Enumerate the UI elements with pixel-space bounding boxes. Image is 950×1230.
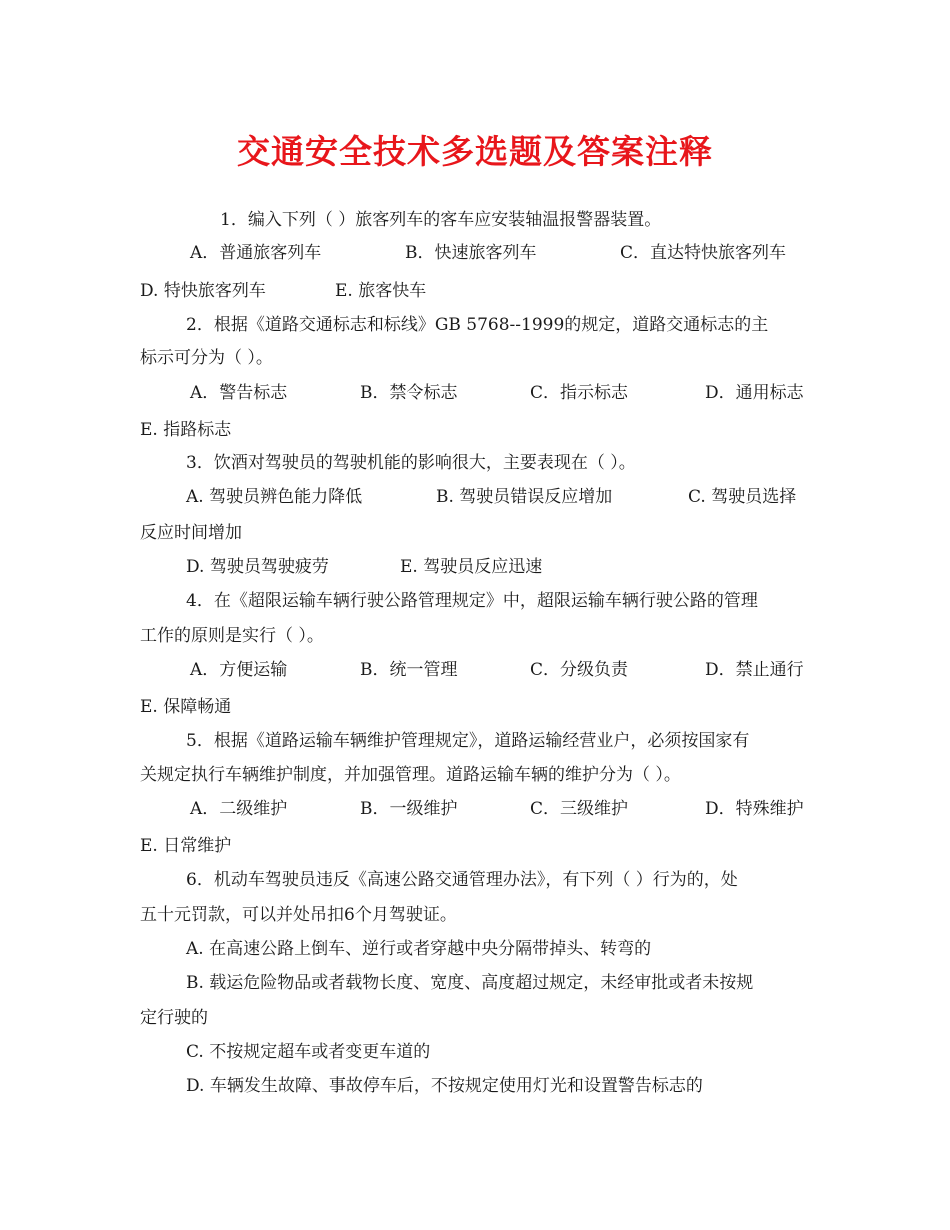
q2-option-d: D．通用标志 [705, 383, 804, 403]
q2-option-c: C．指示标志 [530, 383, 629, 403]
q1-option-d: D. 特快旅客列车 [140, 281, 266, 301]
q1-option-e: E. 旅客快车 [335, 281, 427, 301]
q4-option-a: A．方便运输 [190, 660, 288, 680]
q4-option-b: B．统一管理 [360, 660, 458, 680]
q3-option-e: E. 驾驶员反应迅速 [400, 557, 543, 577]
q6-option-b-cont: 定行驶的 [140, 1008, 208, 1028]
page-title: 交通安全技术多选题及答案注释 [237, 132, 713, 171]
q1-option-c: C．直达特快旅客列车 [620, 243, 787, 263]
q2-option-b: B．禁令标志 [360, 383, 458, 403]
question-4-stem-cont: 工作的原则是实行（ ）。 [140, 626, 324, 646]
q6-option-d: D. 车辆发生故障、事故停车后，不按规定使用灯光和设置警告标志的 [186, 1076, 703, 1096]
question-5-stem-cont: 关规定执行车辆维护制度，并加强管理。道路运输车辆的维护分为（ ）。 [140, 765, 681, 785]
q3-option-d: D. 驾驶员驾驶疲劳 [186, 557, 329, 577]
q2-option-a: A．警告标志 [190, 383, 288, 403]
q4-option-e: E. 保障畅通 [140, 697, 232, 717]
q5-option-a: A．二级维护 [190, 799, 288, 819]
question-4-stem: 4．在《超限运输车辆行驶公路管理规定》中，超限运输车辆行驶公路的管理 [186, 591, 758, 611]
q3-option-b: B. 驾驶员错误反应增加 [436, 487, 613, 507]
q3-option-c: C. 驾驶员选择 [688, 487, 797, 507]
q3-option-a: A. 驾驶员辨色能力降低 [186, 487, 363, 507]
q5-option-e: E. 日常维护 [140, 836, 232, 856]
q5-option-d: D．特殊维护 [705, 799, 804, 819]
q4-option-d: D．禁止通行 [705, 660, 804, 680]
question-2-stem-cont: 标示可分为（ ）。 [140, 348, 273, 368]
q6-option-c: C. 不按规定超车或者变更车道的 [186, 1042, 431, 1062]
question-5-stem: 5．根据《道路运输车辆维护管理规定》，道路运输经营业户，必须按国家有 [186, 731, 750, 751]
q4-option-c: C．分级负责 [530, 660, 629, 680]
q1-option-b: B．快速旅客列车 [405, 243, 537, 263]
q6-option-a: A. 在高速公路上倒车、逆行或者穿越中央分隔带掉头、转弯的 [186, 939, 652, 959]
question-6-stem-cont: 五十元罚款，可以并处吊扣6个月驾驶证。 [140, 905, 457, 925]
question-2-stem: 2．根据《道路交通标志和标线》GB 5768--1999的规定，道路交通标志的主 [186, 315, 769, 335]
question-6-stem: 6．机动车驾驶员违反《高速公路交通管理办法》，有下列（ ）行为的，处 [186, 870, 738, 890]
q6-option-b: B. 载运危险物品或者载物长度、宽度、高度超过规定，未经审批或者未按规 [186, 973, 754, 993]
q1-option-a: A．普通旅客列车 [190, 243, 322, 263]
q5-option-b: B．一级维护 [360, 799, 458, 819]
question-3-stem: 3．饮酒对驾驶员的驾驶机能的影响很大，主要表现在（ ）。 [186, 453, 636, 473]
q2-option-e: E. 指路标志 [140, 420, 232, 440]
question-1-stem: 1．编入下列（ ）旅客列车的客车应安装轴温报警器装置。 [220, 210, 662, 230]
q3-option-c-cont: 反应时间增加 [140, 523, 242, 543]
q5-option-c: C．三级维护 [530, 799, 629, 819]
